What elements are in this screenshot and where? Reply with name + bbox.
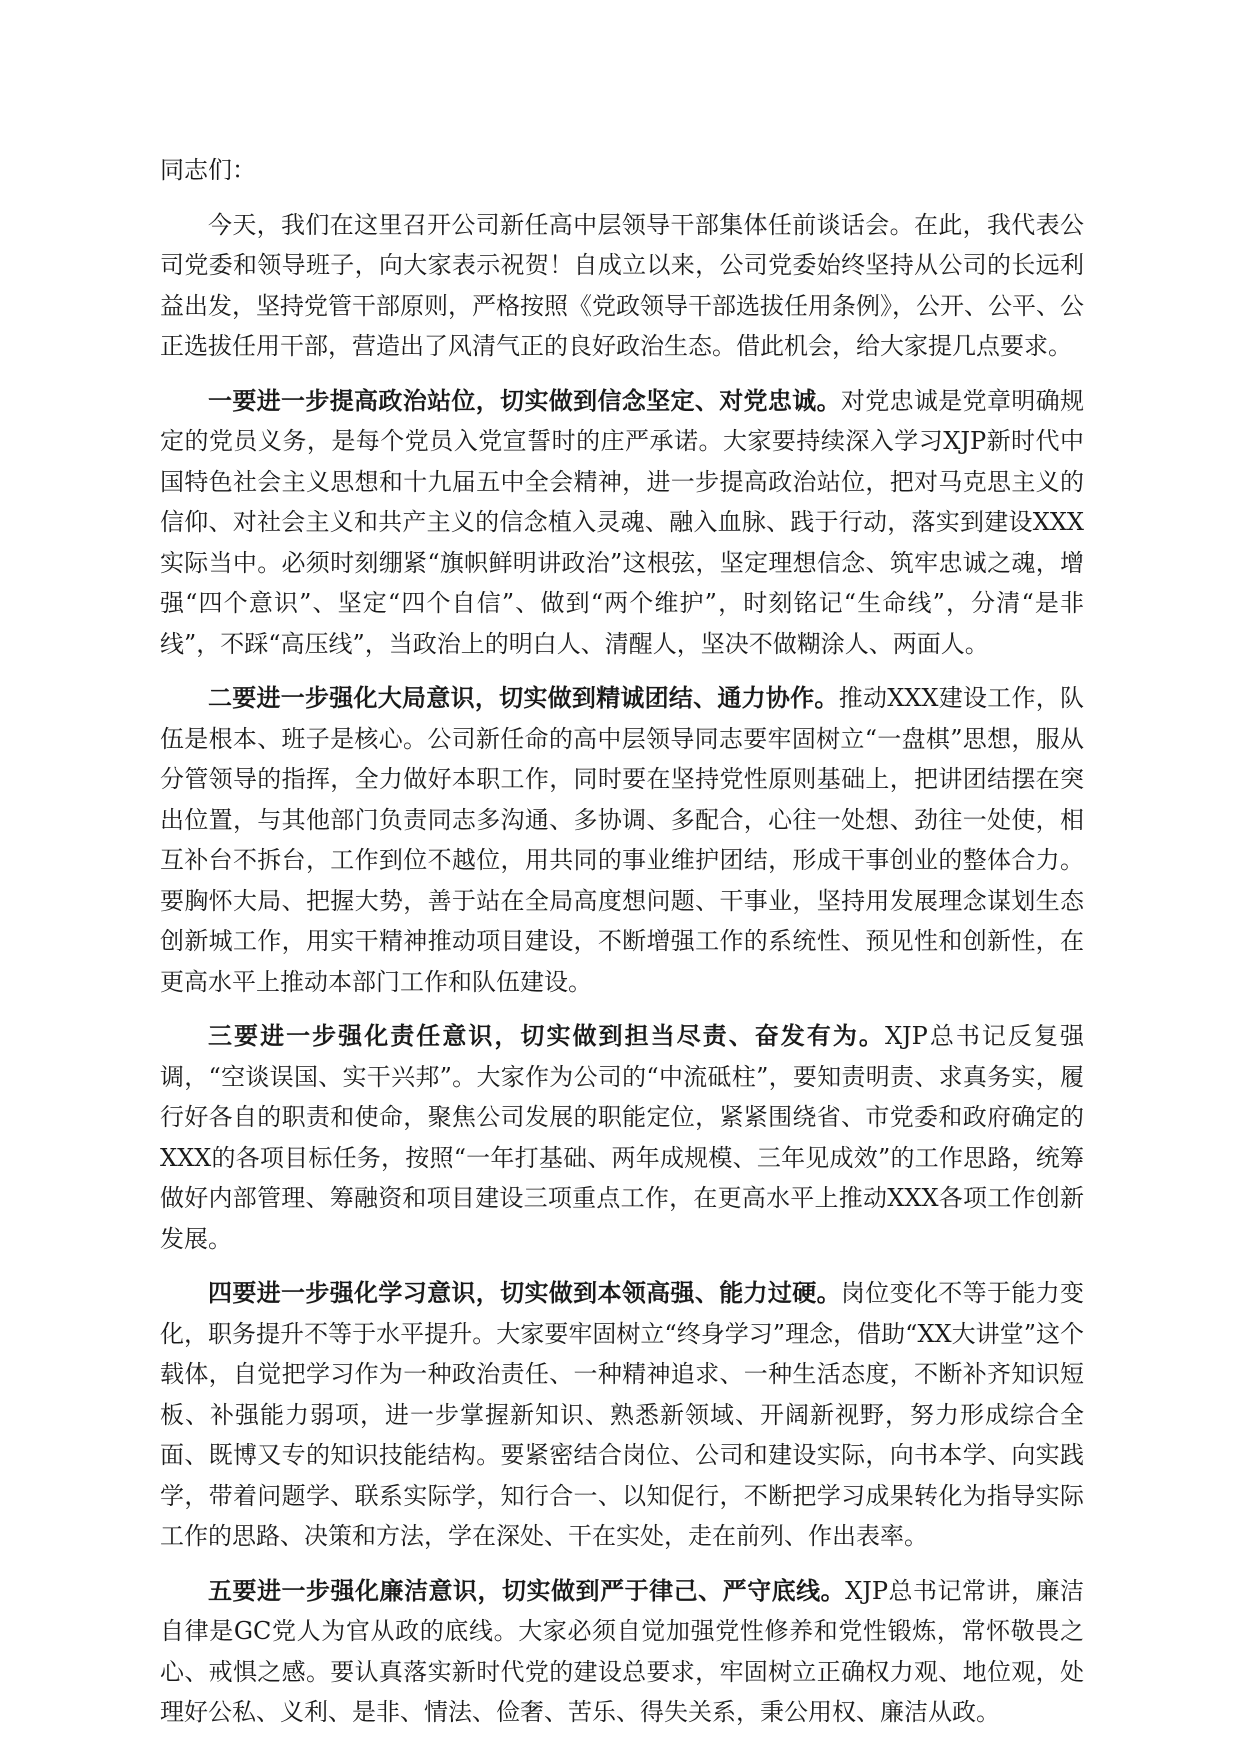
salutation: 同志们：	[160, 156, 256, 184]
document-page	[160, 150, 1084, 1747]
paragraph-text: 岗位变化不等于能力变化，职务提升不等于水平提升。大家要牢固树立“终身学习”理念，借助“XX大讲堂”这个载体，自觉把学习作为一种政治责任、一种精神追求、一种生活态度，不断补齐知识短板、补强能力弱项，进一步掌握新知识、熟悉新领域、开阔新视野，努力形成综合全面、既博又专的知识技能结构。要紧密结合岗位、公司和建设实际，向书本学、向实践学，带着问题学、联系实际学，知行合一、以知促行，不断把学习成果转化为指导实际工作的思路、决策和方法，学在深处、干在实处，走在前列、作出表率。	[160, 1279, 1085, 1550]
paragraph-text: 今天，我们在这里召开公司新任高中层领导干部集体任前谈话会。在此，我代表公司党委和领导班子，向大家表示祝贺！自成立以来，公司党委始终坚持从公司的长远利益出发，坚持党管干部原则，严格按照《党政领导干部选拔任用条例》，公开、公平、公正选拔任用干部，营造出了风清气正的良好政治生态。借此机会，给大家提几点要求。	[160, 210, 1084, 360]
intro-paragraph	[160, 205, 1084, 367]
point-one-paragraph	[160, 381, 1084, 665]
point-four-heading: 四要进一步强化学习意识，切实做到本领高强、能力过硬。	[208, 1278, 841, 1307]
point-three-heading: 三要进一步强化责任意识，切实做到担当尽责、奋发有为。	[208, 1021, 885, 1050]
point-three-paragraph	[160, 1016, 1084, 1259]
point-five-paragraph	[160, 1571, 1084, 1733]
point-five-heading: 五要进一步强化廉洁意识，切实做到严于律己、严守底线。	[208, 1575, 846, 1605]
paragraph-text: 对党忠诚是党章明确规定的党员义务，是每个党员入党宣誓时的庄严承诺。大家要持续深入学习XJP新时代中国特色社会主义思想和十九届五中全会精神，进一步提高政治站位，把对马克思主义的信仰、对社会主义和共产主义的信念植入灵魂、融入血脉、践于行动，落实到建设XXX实际当中。必须时刻绷紧“旗帜鲜明讲政治”这根弦，坚定理想信念、筑牢忠诚之魂，增强“四个意识”、坚定“四个自信”、做到“两个维护”，时刻铭记“生命线”，分清“是非线”，不踩“高压线”，当政治上的明白人、清醒人，坚决不做糊涂人、两面人。	[160, 386, 1085, 658]
point-two-heading: 二要进一步强化大局意识，切实做到精诚团结、通力协作。	[208, 683, 839, 712]
point-four-paragraph	[160, 1273, 1084, 1557]
paragraph-text: XJP总书记反复强调，“空谈误国、实干兴邦”。大家作为公司的“中流砥柱”，要知责明责、求真务实，履行好各自的职责和使命，聚焦公司发展的职能定位，紧紧围绕省、市党委和政府确定的XXX的各项目标任务，按照“一年打基础、两年成规模、三年见成效”的工作思路，统筹做好内部管理、筹融资和项目建设三项重点工作，在更高水平上推动XXX各项工作创新发展。	[160, 1022, 1085, 1253]
paragraph-text: 推动XXX建设工作，队伍是根本、班子是核心。公司新任命的高中层领导同志要牢固树立“一盘棋”思想，服从分管领导的指挥，全力做好本职工作，同时要在坚持党性原则基础上，把讲团结摆在突出位置，与其他部门负责同志多沟通、多协调、多配合，心往一处想、劲往一处使，相互补台不拆台，工作到位不越位，用共同的事业维护团结，形成干事创业的整体合力。要胸怀大局、把握大势，善于站在全局高度想问题、干事业，坚持用发展理念谋划生态创新城工作，用实干精神推动项目建设，不断增强工作的系统性、预见性和创新性，在更高水平上推动本部门工作和队伍建设。	[160, 684, 1085, 996]
point-one-heading: 一要进一步提高政治站位，切实做到信念坚定、对党忠诚。	[208, 385, 841, 415]
paragraph-text: XJP总书记常讲，廉洁自律是GC党人为官从政的底线。大家必须自觉加强党性修养和党性锻炼，常怀敬畏之心、戒惧之感。要认真落实新时代党的建设总要求，牢固树立正确权力观、地位观，处理好公私、义利、是非、情法、俭奢、苦乐、得失关系，秉公用权、廉洁从政。	[160, 1576, 1084, 1726]
point-two-paragraph	[160, 678, 1084, 1002]
